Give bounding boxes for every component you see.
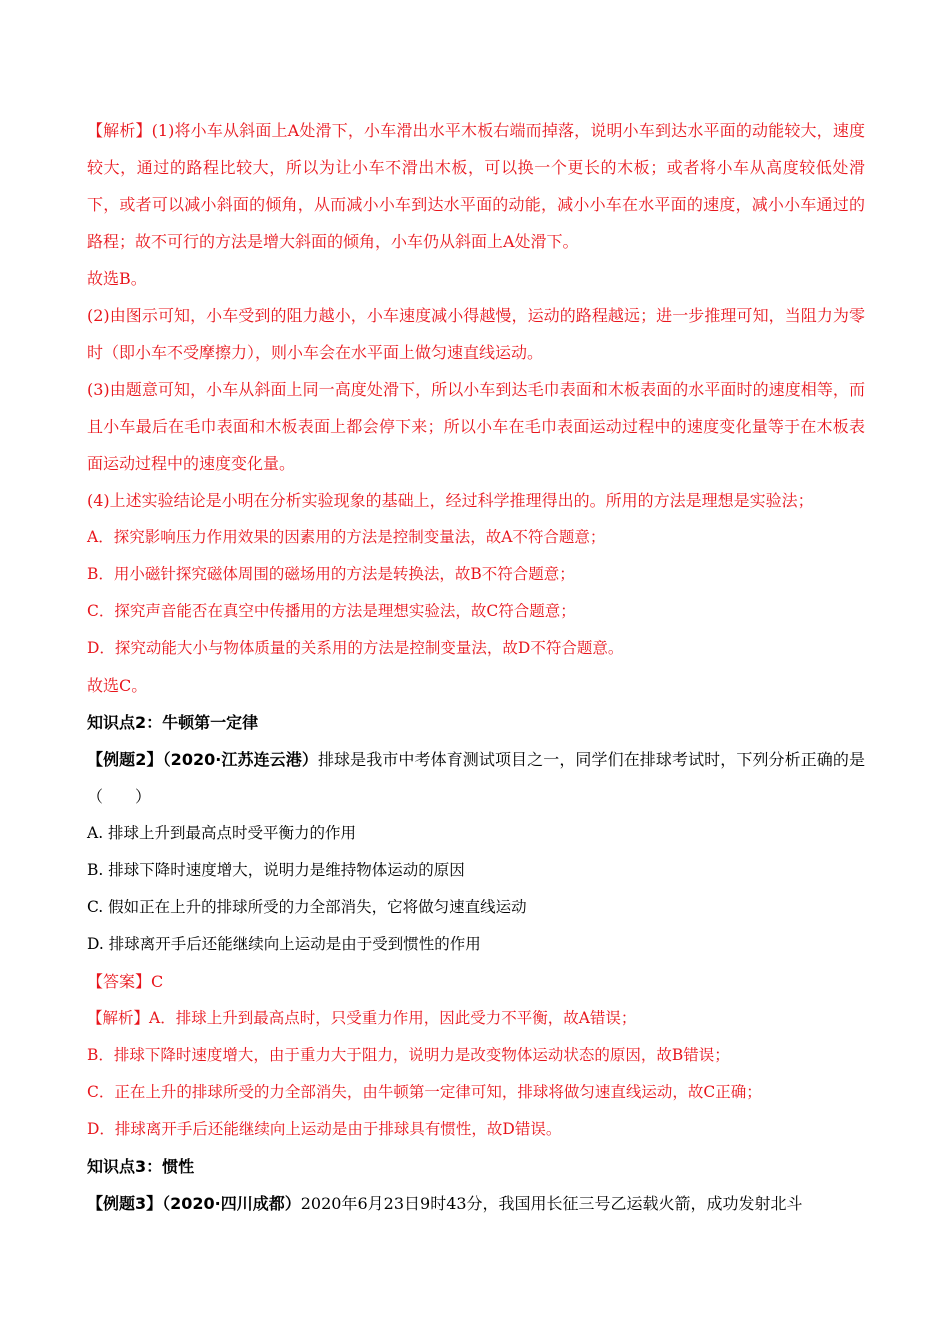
answer-value: C [151,972,164,991]
example-2-answer [87,963,865,1000]
analysis-1-text: (1)将小车从斜面上A处滑下，小车滑出水平木板右端而掉落，说明小车到达水平面的动能较大，速度较大，通过的路程比较大，所以为让小车不滑出木板，可以换一个更长的木板；或者将小车从高度较低处滑下，或者可以减小斜面的倾角，从而减小小车到达水平面的动能，减小小车在水平面的速度，减小小车通过的路程；故不可行的方法是增大斜面的倾角，小车仍从斜面上A处滑下。 [87,121,865,251]
analysis-1-option-b: B．用小磁针探究磁体周围的磁场用的方法是转换法，故B不符合题意； [87,565,575,583]
analysis-1-option-a: A．探究影响压力作用效果的因素用的方法是控制变量法，故A不符合题意； [87,528,606,546]
knowledge-point-2-heading: 知识点2：牛顿第一定律 [87,713,259,732]
analysis-1-option-d: D．探究动能大小与物体质量的关系用的方法是控制变量法，故D不符合题意。 [87,639,624,657]
knowledge-point-3-heading: 知识点3：惯性 [87,1157,195,1176]
analysis-1-paragraph-2: (2)由图示可知，小车受到的阻力越小，小车速度减小得越慢，运动的路程越远；进一步推理可知，当阻力为零时（即小车不受摩擦力），则小车会在水平面上做匀速直线运动。 [87,306,865,362]
analysis-1-paragraph-4: (4)上述实验结论是小明在分析实验现象的基础上，经过科学推理得出的。所用的方法是理想是实验法； [87,491,814,510]
example-2-analysis-a [87,1000,865,1037]
example-3-tag: 【例题3】（2020·四川成都） [87,1194,301,1213]
analysis-tag: 【解析】 [87,1009,150,1027]
example-3-question [87,1185,865,1222]
analysis-1-choose-b: 故选B。 [87,269,147,288]
answer-tag: 【答案】 [87,972,152,991]
example-2-question [87,741,865,815]
analysis-1-paragraph-3: (3)由题意可知，小车从斜面上同一高度处滑下，所以小车到达毛巾表面和木板表面的水平面时的速度相等，而且小车最后在毛巾表面和木板表面上都会停下来；所以小车在毛巾表面运动过程中的速度变化量等于在木板表面运动过程中的速度变化量。 [87,380,865,473]
example-2-option-c: C. 假如正在上升的排球所受的力全部消失，它将做匀速直线运动 [87,898,527,916]
example-2-question-text: 排球是我市中考体育测试项目之一，同学们在排球考试时，下列分析正确的是（ ） [87,750,865,806]
analysis-1-option-c: C．探究声音能否在真空中传播用的方法是理想实验法，故C符合题意； [87,602,576,620]
example-2-analysis-d: D．排球离开手后还能继续向上运动是由于排球具有惯性，故D错误。 [87,1120,562,1138]
example-2-option-a: A. 排球上升到最高点时受平衡力的作用 [87,824,357,842]
example-2-analysis-b: B．排球下降时速度增大，由于重力大于阻力，说明力是改变物体运动状态的原因，故B错误； [87,1046,730,1064]
example-2-option-b: B. 排球下降时速度增大，说明力是维持物体运动的原因 [87,861,465,879]
analysis-tag: 【解析】 [87,121,152,140]
example-2-analysis-a-text: A．排球上升到最高点时，只受重力作用，因此受力不平衡，故A错误； [149,1009,637,1027]
example-2-option-d: D. 排球离开手后还能继续向上运动是由于受到惯性的作用 [87,935,481,953]
analysis-1-paragraph-1 [87,112,865,260]
document-content [87,112,865,1222]
example-2-analysis-c: C．正在上升的排球所受的力全部消失，由牛顿第一定律可知，排球将做匀速直线运动，故C正确； [87,1083,762,1101]
example-2-tag: 【例题2】（2020·江苏连云港） [87,750,318,769]
example-3-question-text: 2020年6月23日9时43分，我国用长征三号乙运载火箭，成功发射北斗 [300,1194,803,1213]
analysis-1-choose-c: 故选C。 [87,676,148,695]
